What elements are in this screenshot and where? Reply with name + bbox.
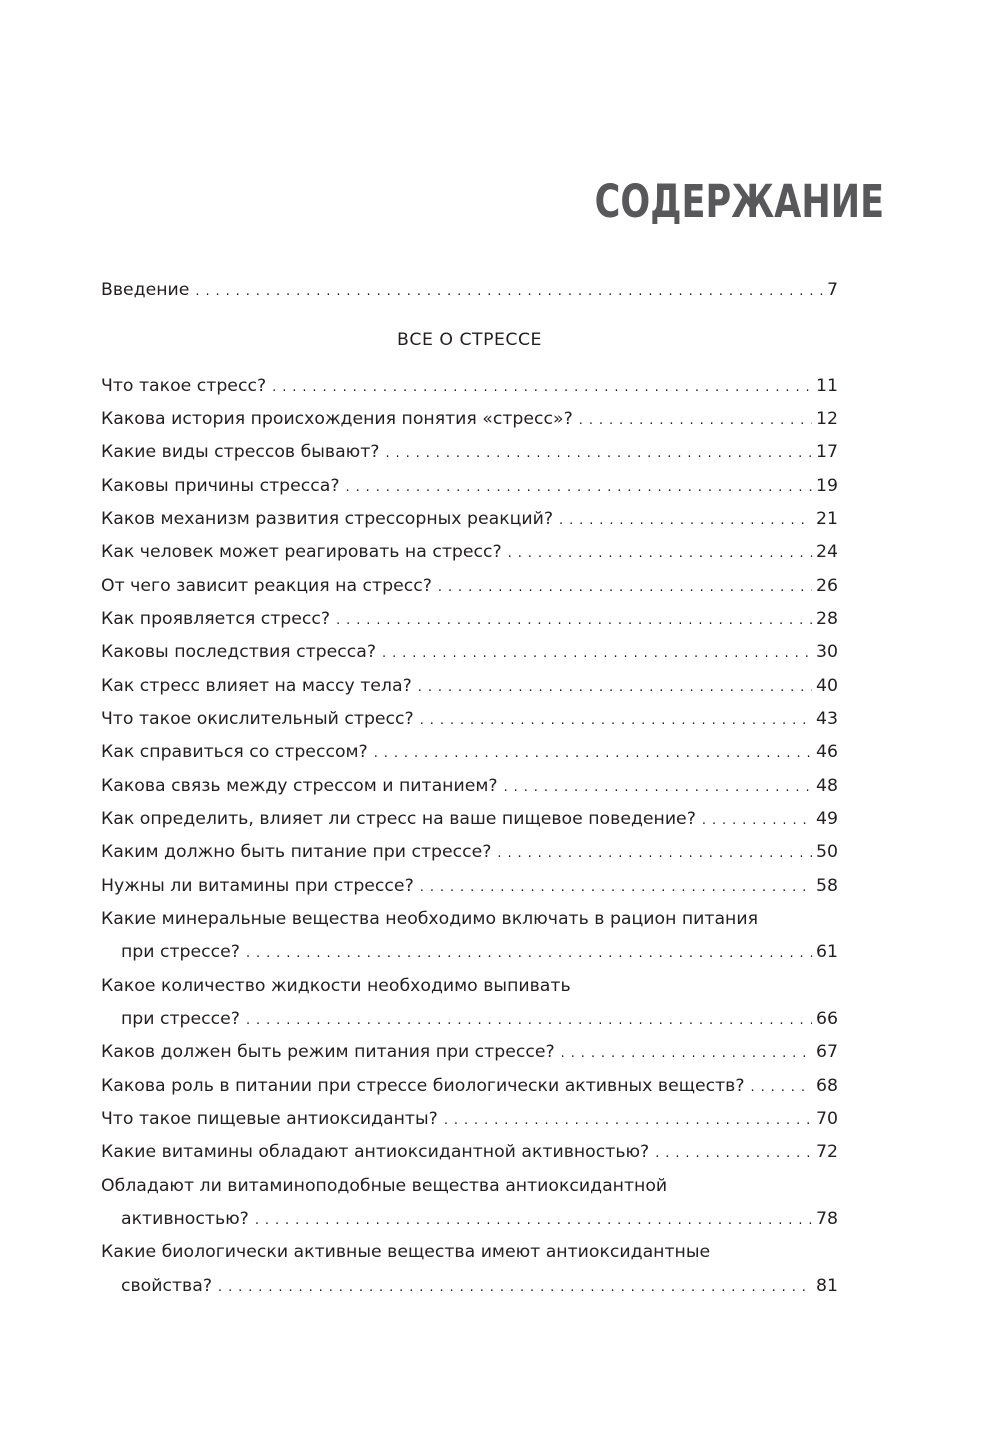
toc-entry-page: 61 [816, 942, 838, 962]
toc-entry-label: Введение [101, 280, 190, 300]
toc-entry-page: 78 [816, 1209, 838, 1229]
toc-entry[interactable] [101, 1106, 838, 1132]
toc-entry-page: 66 [816, 1009, 838, 1029]
toc-entry-label: Что такое окислительный стресс? [101, 709, 414, 729]
toc-entry-label-line1[interactable]: Какое количество жидкости необходимо выпивать [101, 976, 571, 996]
toc-entry[interactable] [101, 473, 838, 499]
dot-leader [508, 541, 812, 567]
toc-entry-page: 67 [816, 1042, 838, 1062]
dot-leader [246, 941, 812, 967]
dot-leader [444, 1108, 812, 1134]
toc-entry-page: 48 [816, 776, 838, 796]
dot-leader [438, 575, 812, 601]
toc-entry-page: 68 [816, 1076, 838, 1096]
toc-entry[interactable] [101, 506, 838, 532]
toc-entry-page: 43 [816, 709, 838, 729]
dot-leader [374, 741, 812, 767]
toc-entry-label-line1[interactable]: Какие биологически активные вещества имеют антиоксидантные [101, 1242, 711, 1262]
dot-leader [218, 1275, 812, 1301]
toc-entry-page: 17 [816, 442, 838, 462]
toc-entry[interactable] [101, 1039, 838, 1065]
toc-entry-page: 40 [816, 676, 838, 696]
toc-entry-page: 7 [827, 280, 838, 300]
toc-entry[interactable] [101, 839, 838, 865]
toc-entry-label: Каковы причины стресса? [101, 476, 340, 496]
toc-entry-page: 12 [816, 409, 838, 429]
toc-entry-page: 58 [816, 876, 838, 896]
toc-entry[interactable] [101, 1139, 838, 1165]
dot-leader [420, 875, 812, 901]
toc-entry[interactable] [101, 1073, 838, 1099]
toc-entry-label: Каков должен быть режим питания при стрессе? [101, 1042, 555, 1062]
dot-leader [504, 775, 812, 801]
section-heading: ВСЕ О СТРЕССЕ [397, 330, 542, 350]
dot-leader [246, 1008, 812, 1034]
toc-entry-label: Какие витамины обладают антиоксидантной активностью? [101, 1142, 650, 1162]
toc-entry-introduction[interactable] [101, 277, 838, 303]
toc-entry[interactable] [121, 1006, 838, 1032]
toc-entry[interactable] [121, 1206, 838, 1232]
toc-entry[interactable] [101, 439, 838, 465]
toc-entry-label: Какова история происхождения понятия «стресс»? [101, 409, 573, 429]
toc-entry[interactable] [101, 773, 838, 799]
toc-entry-label: Каким должно быть питание при стрессе? [101, 842, 492, 862]
toc-entry-page: 81 [816, 1276, 838, 1296]
dot-leader [336, 608, 812, 634]
toc-entry-label: Как определить, влияет ли стресс на ваше пищевое поведение? [101, 809, 696, 829]
toc-entry[interactable] [101, 373, 838, 399]
toc-entry-label-line1[interactable]: Какие минеральные вещества необходимо включать в рацион питания [101, 909, 758, 929]
toc-entry-label: Что такое стресс? [101, 376, 267, 396]
dot-leader [195, 279, 823, 305]
dot-leader [382, 641, 812, 667]
toc-entry[interactable] [101, 573, 838, 599]
toc-entry-label: Какова роль в питании при стрессе биологически активных веществ? [101, 1076, 745, 1096]
toc-entry-page: 72 [816, 1142, 838, 1162]
dot-leader [346, 475, 812, 501]
toc-entry-label: Как человек может реагировать на стресс? [101, 542, 502, 562]
dot-leader [559, 508, 812, 534]
toc-entry-label: свойства? [121, 1276, 213, 1296]
toc-entry-page: 11 [816, 376, 838, 396]
toc-entry-label: при стрессе? [121, 942, 240, 962]
toc-entry-label: Что такое пищевые антиоксиданты? [101, 1109, 438, 1129]
dot-leader [655, 1141, 812, 1167]
dot-leader [385, 441, 812, 467]
toc-entry[interactable] [101, 706, 838, 732]
dot-leader [751, 1075, 812, 1101]
dot-leader [579, 408, 812, 434]
toc-entry-page: 50 [816, 842, 838, 862]
dot-leader [497, 841, 812, 867]
toc-entry-label: Как проявляется стресс? [101, 609, 331, 629]
dot-leader [418, 675, 812, 701]
toc-entry-page: 49 [816, 809, 838, 829]
dot-leader [420, 708, 812, 734]
toc-entry[interactable] [101, 739, 838, 765]
toc-entry-label: Как справиться со стрессом? [101, 742, 368, 762]
toc-entry-page: 30 [816, 642, 838, 662]
toc-entry-page: 46 [816, 742, 838, 762]
toc-entry[interactable] [101, 639, 838, 665]
toc-entry[interactable] [121, 1273, 838, 1299]
toc-entry[interactable] [121, 939, 838, 965]
dot-leader [702, 808, 812, 834]
toc-entry-label: От чего зависит реакция на стресс? [101, 576, 432, 596]
toc-entry-label: Каков механизм развития стрессорных реакций? [101, 509, 554, 529]
toc-entry-page: 19 [816, 476, 838, 496]
dot-leader [561, 1041, 812, 1067]
dot-leader [272, 375, 812, 401]
page-title: СОДЕРЖАНИЕ [594, 175, 884, 228]
toc-entry[interactable] [101, 406, 838, 432]
toc-entry-label: Как стресс влияет на массу тела? [101, 676, 412, 696]
toc-entry-label: Какие виды стрессов бывают? [101, 442, 380, 462]
toc-entry[interactable] [101, 806, 838, 832]
toc-entry[interactable] [101, 873, 838, 899]
toc-entry-label: Какова связь между стрессом и питанием? [101, 776, 498, 796]
toc-entry-page: 26 [816, 576, 838, 596]
toc-entry-label: Каковы последствия стресса? [101, 642, 376, 662]
toc-entry[interactable] [101, 673, 838, 699]
toc-entry-label: Нужны ли витамины при стрессе? [101, 876, 414, 896]
toc-entry-label: при стрессе? [121, 1009, 240, 1029]
toc-entry-page: 24 [816, 542, 838, 562]
toc-entry[interactable] [101, 606, 838, 632]
toc-entry-page: 21 [816, 509, 838, 529]
toc-entry-label: активностью? [121, 1209, 249, 1229]
toc-entry[interactable] [101, 539, 838, 565]
toc-entry-page: 28 [816, 609, 838, 629]
toc-entry-label-line1[interactable]: Обладают ли витаминоподобные вещества антиоксидантной [101, 1176, 668, 1196]
dot-leader [255, 1208, 812, 1234]
toc-entry-page: 70 [816, 1109, 838, 1129]
